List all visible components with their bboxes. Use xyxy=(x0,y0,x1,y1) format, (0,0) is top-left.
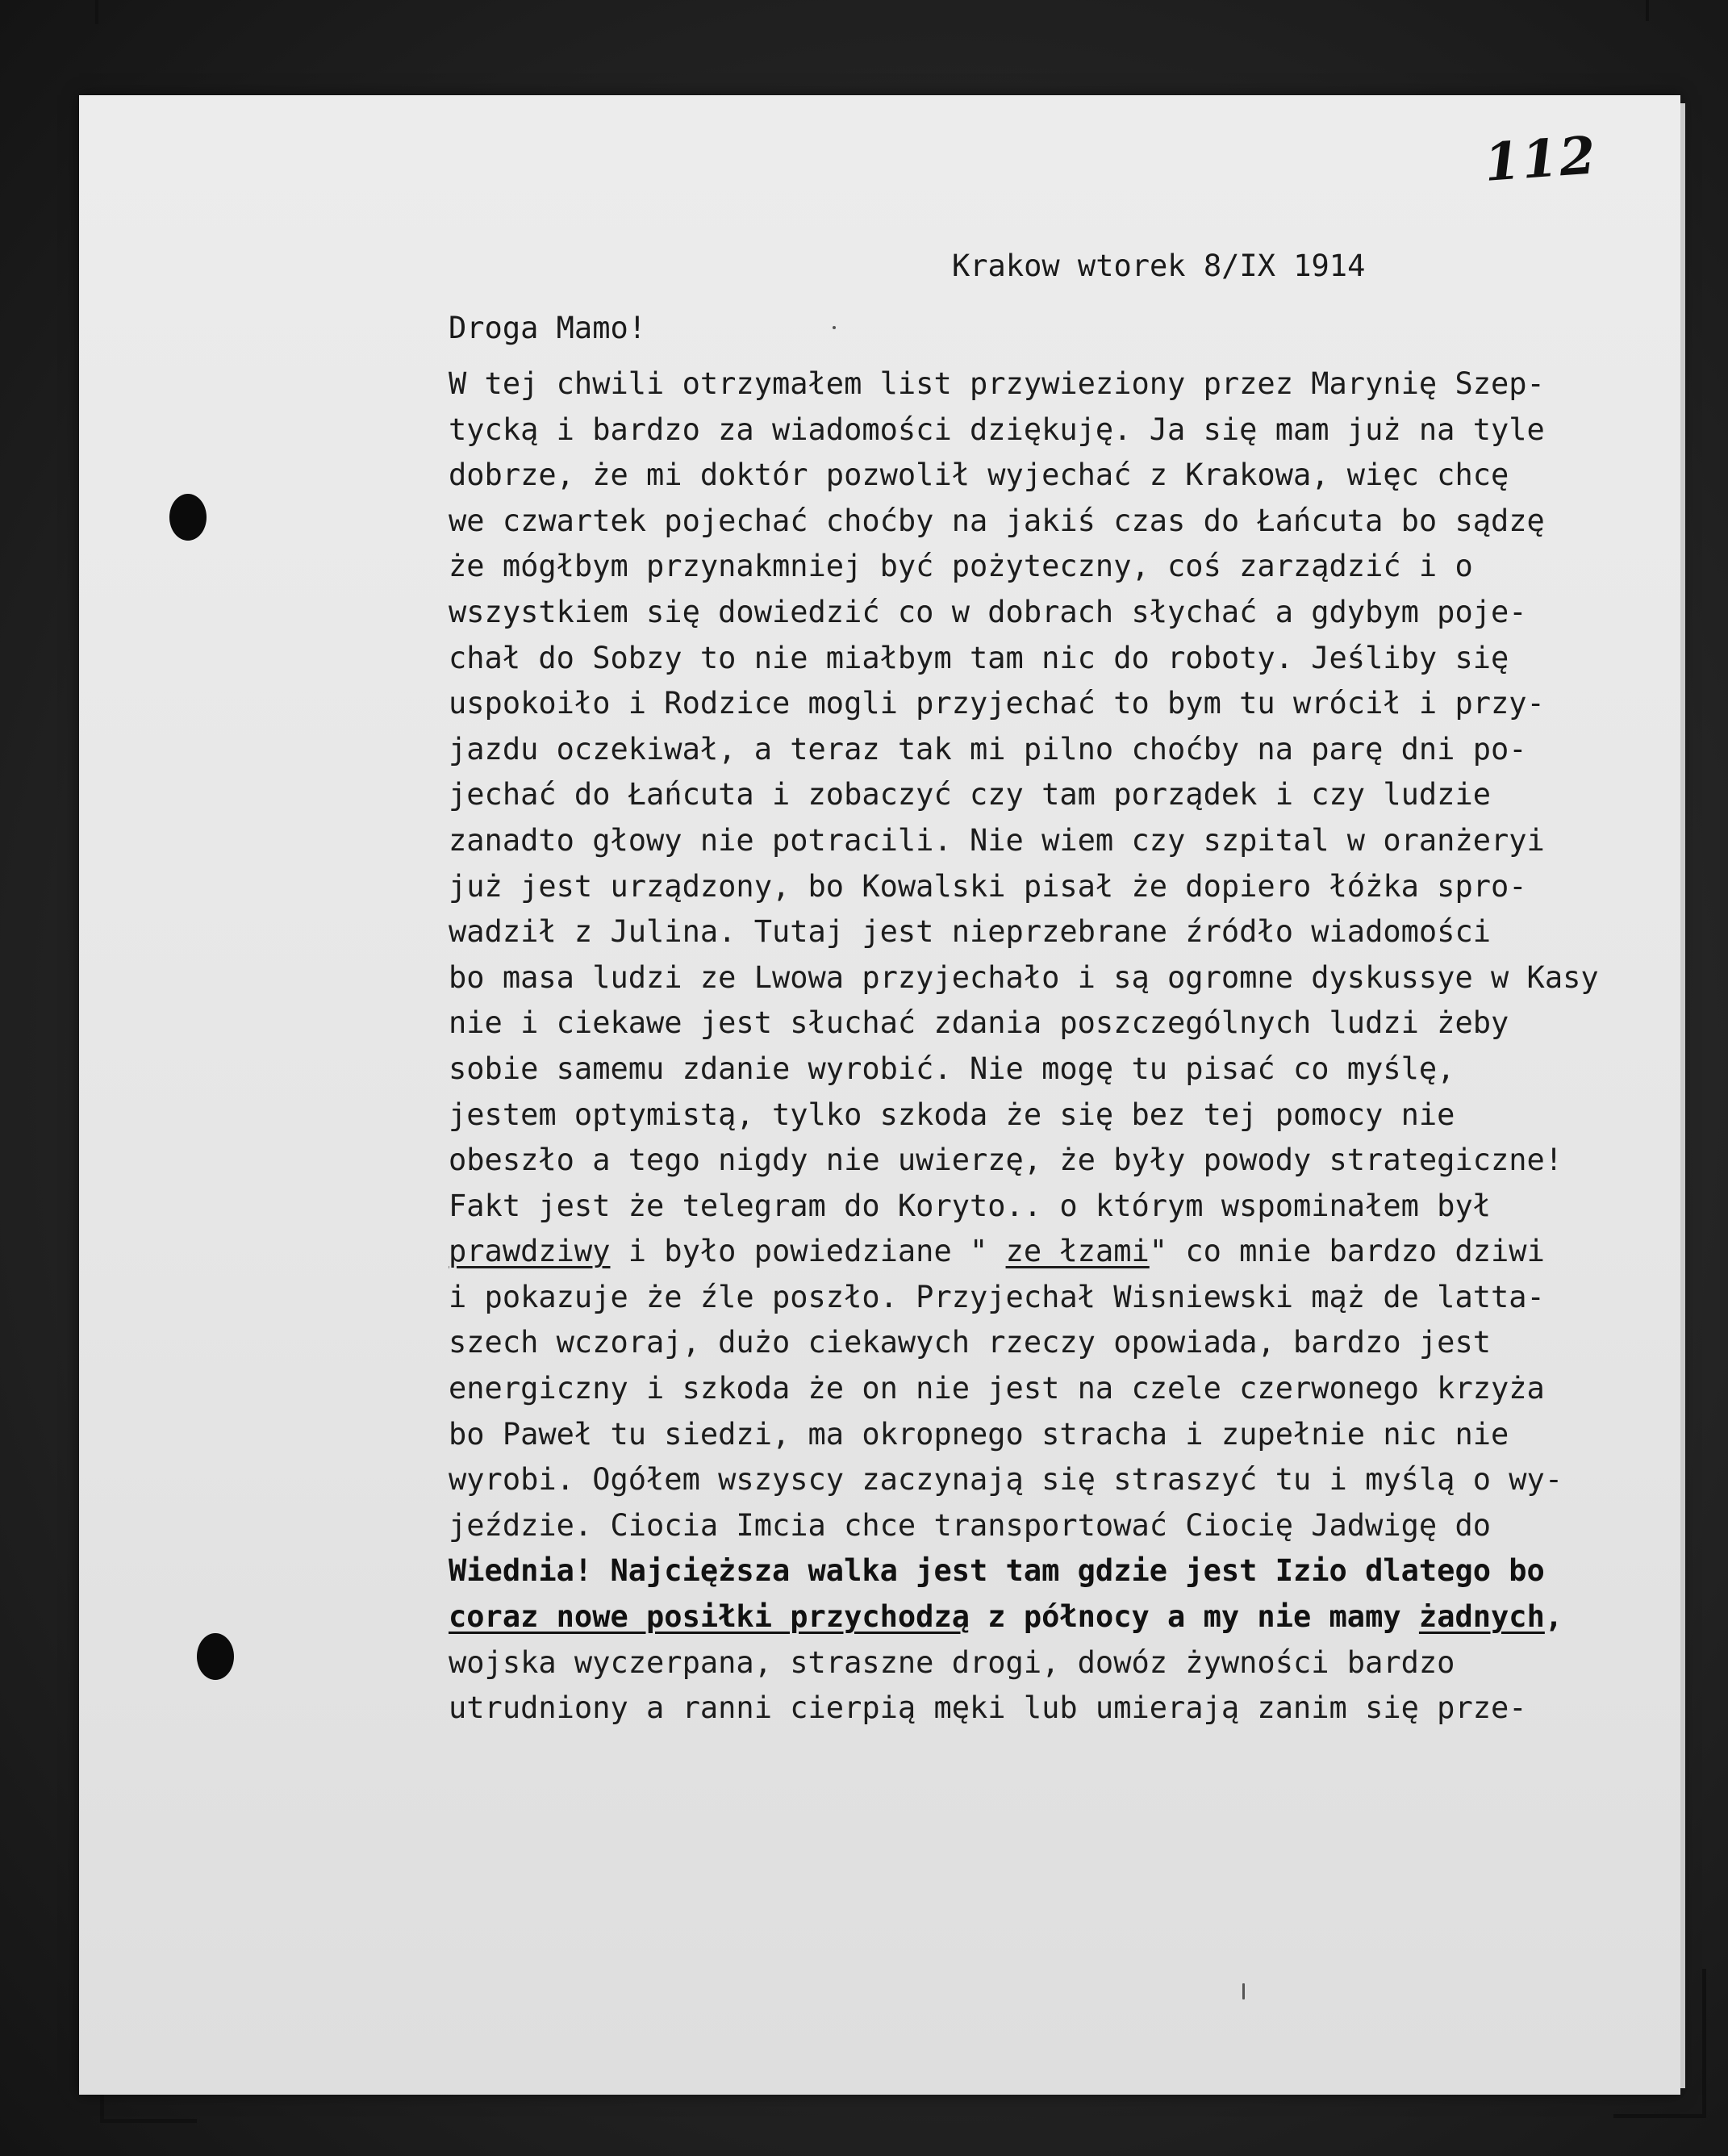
paper-edge xyxy=(1680,103,1685,2088)
letter-line: utrudniony a ranni cierpią męki lub umierają zanim się prze- xyxy=(449,1690,1527,1726)
underlined-phrase: coraz nowe posiłki przychodzą xyxy=(449,1599,970,1635)
letter-line: chał do Sobzy to nie miałbym tam nic do roboty. Jeśliby się xyxy=(449,640,1509,675)
crop-mark-top xyxy=(95,0,98,24)
letter-salutation: Droga Mamo! xyxy=(449,311,647,345)
underlined-phrase: prawdziwy xyxy=(449,1234,611,1269)
letter-line: zanadto głowy nie potracili. Nie wiem czy szpital w oranżeryi xyxy=(449,822,1545,858)
punch-hole-upper xyxy=(169,494,207,541)
letter-line: jestem optymistą, tylko szkoda że się bez tej pomocy nie xyxy=(449,1097,1455,1132)
letter-line: szech wczoraj, dużo ciekawych rzeczy opowiada, bardzo jest xyxy=(449,1325,1492,1360)
letter-line: we czwartek pojechać choćby na jakiś czas do Łańcuta bo sądzę xyxy=(449,503,1545,538)
line-segment: z północy a my nie mamy xyxy=(970,1599,1419,1635)
letter-line: że mógłbym przynakmniej być pożyteczny, coś zarządzić i o xyxy=(449,549,1473,584)
letter-line: bo Paweł tu siedzi, ma okropnego stracha i zupełnie nic nie xyxy=(449,1416,1509,1452)
line-segment: i było powiedziane " xyxy=(610,1234,1006,1269)
underlined-phrase: żadnych xyxy=(1418,1599,1545,1635)
crop-mark-bottom-right-v xyxy=(1702,1969,1706,2114)
letter-dateline: Krakow wtorek 8/IX 1914 xyxy=(952,249,1366,283)
letter-line: nie i ciekawe jest słuchać zdania poszczególnych ludzi żeby xyxy=(449,1005,1509,1041)
letter-line: obeszło a tego nigdy nie uwierzę, że były powody strategiczne! xyxy=(449,1143,1563,1178)
underlined-phrase: ze łzami xyxy=(1005,1234,1150,1269)
letter-line: bo masa ludzi ze Lwowa przyjechało i są ogromne dyskussye w Kasy xyxy=(449,959,1599,995)
page-number: 112 xyxy=(1482,125,1600,194)
crop-mark-bottom-right-h xyxy=(1613,2114,1706,2118)
letter-line: Fakt jest że telegram do Koryto.. o którym wspominałem był xyxy=(449,1188,1492,1223)
letter-line: wadził z Julina. Tutaj jest nieprzebrane źródło wiadomości xyxy=(449,914,1492,950)
letter-line: Wiednia! Najcięższa walka jest tam gdzie jest Izio dlatego bo xyxy=(449,1553,1545,1589)
letter-line: wyrobi. Ogółem wszyscy zaczynają się straszyć tu i myślą o wy- xyxy=(449,1462,1563,1498)
letter-body xyxy=(449,361,1675,1732)
letter-line: jazdu oczekiwał, a teraz tak mi pilno choćby na parę dni po- xyxy=(449,731,1527,767)
line-segment: " co mnie bardzo dziwi xyxy=(1149,1234,1545,1269)
letter-line: energiczny i szkoda że on nie jest na czele czerwonego krzyża xyxy=(449,1371,1545,1406)
letter-line: jechać do Łańcuta i zobaczyć czy tam porządek i czy ludzie xyxy=(449,777,1492,813)
line-segment: , xyxy=(1544,1599,1563,1635)
letter-line: uspokoiło i Rodzice mogli przyjechać to bym tu wrócił i przy- xyxy=(449,686,1545,721)
letter-line xyxy=(449,1229,1675,1275)
punch-hole-lower xyxy=(197,1633,234,1680)
letter-line: W tej chwili otrzymałem list przywieziony przez Marynię Szep- xyxy=(449,366,1545,401)
letter-line xyxy=(449,1594,1675,1640)
crop-mark-top-right xyxy=(1646,0,1649,21)
letter-line: wszystkiem się dowiedzić co w dobrach słychać a gdybym poje- xyxy=(449,594,1527,629)
letter-line: jeździe. Ciocia Imcia chce transportować Ciocię Jadwigę do xyxy=(449,1507,1492,1543)
letter-line: wojska wyczerpana, straszne drogi, dowóz żywności bardzo xyxy=(449,1644,1455,1680)
scan-speck xyxy=(1242,1983,1245,1999)
scan-speck xyxy=(833,326,836,329)
letter-line: już jest urządzony, bo Kowalski pisał że dopiero łóżka spro- xyxy=(449,868,1527,904)
letter-line: dobrze, że mi doktór pozwolił wyjechać z Krakowa, więc chcę xyxy=(449,458,1509,493)
letter-line: i pokazuje że źle poszło. Przyjechał Wisniewski mąż de latta- xyxy=(449,1279,1545,1314)
letter-line: sobie samemu zdanie wyrobić. Nie mogę tu pisać co myślę, xyxy=(449,1051,1455,1086)
letter-line: tycką i bardzo za wiadomości dziękuję. Ja się mam już na tyle xyxy=(449,412,1545,447)
crop-mark-bottom-left-h xyxy=(100,2119,197,2123)
